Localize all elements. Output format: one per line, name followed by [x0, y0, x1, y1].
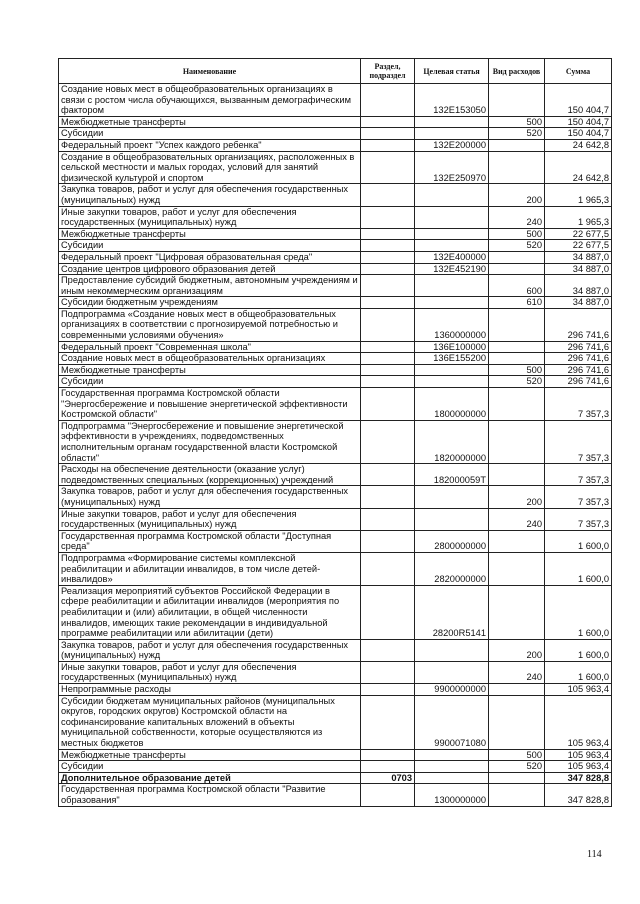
row-sum-cell: 296 741,6 — [545, 353, 612, 365]
table-row — [59, 251, 612, 263]
table-row — [59, 353, 612, 365]
row-sum-cell: 24 642,8 — [545, 151, 612, 184]
row-section-cell — [361, 240, 415, 252]
table-row — [59, 297, 612, 309]
row-expense-type-cell — [489, 684, 545, 696]
row-section-cell — [361, 151, 415, 184]
table-row — [59, 263, 612, 275]
row-target-cell: 1800000000 — [415, 388, 489, 421]
row-section-cell — [361, 263, 415, 275]
row-expense-type-cell: 500 — [489, 749, 545, 761]
row-section-cell — [361, 749, 415, 761]
row-target-cell: 136E155200 — [415, 353, 489, 365]
row-expense-type-cell — [489, 464, 545, 486]
row-target-cell: 182000059Т — [415, 464, 489, 486]
row-sum-cell: 1 965,3 — [545, 184, 612, 206]
row-name-cell: Подпрограмма «Создание новых мест в общеобразовательных организациях в соответствии с прогнозируемой потребностью и современными условиями обучения» — [59, 308, 361, 341]
row-name-cell: Создание новых мест в общеобразовательных организациях в связи с ростом числа обучающихся, вызванным демографическим фактором — [59, 84, 361, 117]
row-target-cell — [415, 116, 489, 128]
row-name-cell: Расходы на обеспечение деятельности (оказание услуг) подведомственных специальных (коррекционных) учреждений — [59, 464, 361, 486]
row-sum-cell: 34 887,0 — [545, 275, 612, 297]
row-section-cell — [361, 784, 415, 806]
row-section-cell — [361, 388, 415, 421]
table-row — [59, 206, 612, 228]
row-section-cell — [361, 275, 415, 297]
row-sum-cell: 105 963,4 — [545, 684, 612, 696]
row-sum-cell: 1 600,0 — [545, 585, 612, 639]
row-name-cell: Иные закупки товаров, работ и услуг для обеспечения государственных (муниципальных) нужд — [59, 661, 361, 683]
row-target-cell: 9900071080 — [415, 695, 489, 749]
row-name-cell: Субсидии — [59, 376, 361, 388]
table-row — [59, 585, 612, 639]
row-expense-type-cell: 200 — [489, 639, 545, 661]
row-section-cell — [361, 695, 415, 749]
row-target-cell — [415, 206, 489, 228]
row-name-cell: Создание в общеобразовательных организациях, расположенных в сельской местности и малых городах, условий для занятий физической культурой и спортом — [59, 151, 361, 184]
row-sum-cell: 105 963,4 — [545, 749, 612, 761]
row-expense-type-cell — [489, 308, 545, 341]
table-header — [59, 59, 612, 84]
row-name-cell: Межбюджетные трансферты — [59, 364, 361, 376]
row-sum-cell: 34 887,0 — [545, 251, 612, 263]
table-row — [59, 388, 612, 421]
row-target-cell — [415, 184, 489, 206]
header-target: Целевая статья — [415, 59, 489, 84]
table-row — [59, 151, 612, 184]
row-section-cell — [361, 297, 415, 309]
row-target-cell — [415, 275, 489, 297]
row-target-cell: 9900000000 — [415, 684, 489, 696]
header-expense-type: Вид расходов — [489, 59, 545, 84]
table-row — [59, 486, 612, 508]
row-name-cell: Закупка товаров, работ и услуг для обеспечения государственных (муниципальных) нужд — [59, 486, 361, 508]
row-name-cell: Субсидии — [59, 240, 361, 252]
row-expense-type-cell — [489, 552, 545, 585]
row-section-cell — [361, 684, 415, 696]
table-row — [59, 240, 612, 252]
table-body — [59, 84, 612, 807]
row-sum-cell: 22 677,5 — [545, 228, 612, 240]
row-expense-type-cell — [489, 151, 545, 184]
row-name-cell: Подпрограмма "Энергосбережение и повышение энергетической эффективности в учреждениях, подведомственных исполнительным органам государственной власти Костромской области" — [59, 420, 361, 463]
row-target-cell: 2820000000 — [415, 552, 489, 585]
page-number: 114 — [587, 849, 602, 860]
table-row — [59, 508, 612, 530]
row-sum-cell: 1 965,3 — [545, 206, 612, 228]
row-section-cell — [361, 308, 415, 341]
table-row — [59, 228, 612, 240]
row-sum-cell: 150 404,7 — [545, 84, 612, 117]
table-row — [59, 552, 612, 585]
row-name-cell: Федеральный проект "Успех каждого ребенка" — [59, 139, 361, 151]
row-target-cell: 132E400000 — [415, 251, 489, 263]
row-expense-type-cell — [489, 341, 545, 353]
row-section-cell — [361, 139, 415, 151]
row-expense-type-cell — [489, 251, 545, 263]
row-section-cell — [361, 661, 415, 683]
table-row — [59, 116, 612, 128]
row-expense-type-cell — [489, 388, 545, 421]
row-sum-cell: 7 357,3 — [545, 420, 612, 463]
row-sum-cell: 7 357,3 — [545, 508, 612, 530]
row-expense-type-cell: 240 — [489, 508, 545, 530]
row-sum-cell: 150 404,7 — [545, 128, 612, 140]
row-target-cell: 1300000000 — [415, 784, 489, 806]
row-expense-type-cell: 200 — [489, 486, 545, 508]
header-section: Раздел, подраздел — [361, 59, 415, 84]
table-row — [59, 784, 612, 806]
row-expense-type-cell — [489, 353, 545, 365]
table-row — [59, 639, 612, 661]
row-target-cell — [415, 761, 489, 773]
table-row — [59, 749, 612, 761]
row-section-cell — [361, 364, 415, 376]
row-sum-cell: 105 963,4 — [545, 695, 612, 749]
table-row — [59, 464, 612, 486]
table-row — [59, 84, 612, 117]
row-sum-cell: 7 357,3 — [545, 388, 612, 421]
row-section-cell — [361, 639, 415, 661]
row-section-cell — [361, 376, 415, 388]
row-target-cell — [415, 364, 489, 376]
row-expense-type-cell: 500 — [489, 228, 545, 240]
row-expense-type-cell — [489, 585, 545, 639]
table-row — [59, 661, 612, 683]
row-section-cell — [361, 486, 415, 508]
table-row — [59, 308, 612, 341]
row-target-cell: 2800000000 — [415, 530, 489, 552]
row-expense-type-cell — [489, 263, 545, 275]
row-target-cell: 28200R5141 — [415, 585, 489, 639]
row-expense-type-cell: 610 — [489, 297, 545, 309]
row-name-cell: Закупка товаров, работ и услуг для обеспечения государственных (муниципальных) нужд — [59, 184, 361, 206]
row-sum-cell: 24 642,8 — [545, 139, 612, 151]
row-sum-cell: 7 357,3 — [545, 486, 612, 508]
row-expense-type-cell: 240 — [489, 661, 545, 683]
row-name-cell: Иные закупки товаров, работ и услуг для обеспечения государственных (муниципальных) нужд — [59, 206, 361, 228]
row-expense-type-cell — [489, 84, 545, 117]
row-target-cell: 132E200000 — [415, 139, 489, 151]
row-sum-cell: 1 600,0 — [545, 552, 612, 585]
row-name-cell: Субсидии бюджетным учреждениям — [59, 297, 361, 309]
row-target-cell — [415, 508, 489, 530]
row-target-cell: 1820000000 — [415, 420, 489, 463]
row-name-cell: Субсидии бюджетам муниципальных районов (муниципальных округов, городских округов) Костромской области на софинансирование капитальных вложений в объекты муниципальной собственности, которые осуществляются из местных бюджетов — [59, 695, 361, 749]
row-section-cell — [361, 84, 415, 117]
header-sum: Сумма — [545, 59, 612, 84]
row-section-cell — [361, 184, 415, 206]
row-expense-type-cell — [489, 530, 545, 552]
row-expense-type-cell — [489, 772, 545, 784]
row-target-cell — [415, 240, 489, 252]
row-sum-cell: 34 887,0 — [545, 297, 612, 309]
row-name-cell: Субсидии — [59, 761, 361, 773]
row-target-cell — [415, 772, 489, 784]
row-section-cell — [361, 552, 415, 585]
row-sum-cell: 34 887,0 — [545, 263, 612, 275]
row-sum-cell: 22 677,5 — [545, 240, 612, 252]
row-section-cell — [361, 341, 415, 353]
row-name-cell: Непрограммные расходы — [59, 684, 361, 696]
row-sum-cell: 1 600,0 — [545, 639, 612, 661]
row-target-cell — [415, 376, 489, 388]
row-section-cell — [361, 464, 415, 486]
row-section-cell — [361, 353, 415, 365]
row-name-cell: Межбюджетные трансферты — [59, 749, 361, 761]
row-name-cell: Иные закупки товаров, работ и услуг для обеспечения государственных (муниципальных) нужд — [59, 508, 361, 530]
table-row — [59, 364, 612, 376]
row-target-cell — [415, 661, 489, 683]
row-name-cell: Федеральный проект "Цифровая образовательная среда" — [59, 251, 361, 263]
row-name-cell: Создание новых мест в общеобразовательных организациях — [59, 353, 361, 365]
table-row — [59, 761, 612, 773]
row-section-cell — [361, 761, 415, 773]
row-name-cell: Межбюджетные трансферты — [59, 116, 361, 128]
row-name-cell: Межбюджетные трансферты — [59, 228, 361, 240]
row-section-cell — [361, 116, 415, 128]
row-name-cell: Реализация мероприятий субъектов Российской Федерации в сфере реабилитации и абилитации инвалидов (мероприятия по реабилитации и (или) абилитации, в общей численности инвалидов, имеющих такие рекомендации в индивидуальной программе реабилитации или абилитации (дети) — [59, 585, 361, 639]
row-sum-cell: 347 828,8 — [545, 784, 612, 806]
row-expense-type-cell: 520 — [489, 761, 545, 773]
table-row — [59, 184, 612, 206]
row-expense-type-cell — [489, 139, 545, 151]
row-name-cell: Федеральный проект "Современная школа" — [59, 341, 361, 353]
row-sum-cell: 347 828,8 — [545, 772, 612, 784]
row-expense-type-cell — [489, 695, 545, 749]
row-expense-type-cell: 520 — [489, 240, 545, 252]
table-row — [59, 695, 612, 749]
row-section-cell: 0703 — [361, 772, 415, 784]
row-expense-type-cell: 520 — [489, 128, 545, 140]
row-target-cell: 132E153050 — [415, 84, 489, 117]
row-target-cell: 1360000000 — [415, 308, 489, 341]
row-name-cell: Предоставление субсидий бюджетным, автономным учреждениям и иным некоммерческим организациям — [59, 275, 361, 297]
row-target-cell — [415, 749, 489, 761]
row-sum-cell: 296 741,6 — [545, 341, 612, 353]
row-sum-cell: 1 600,0 — [545, 661, 612, 683]
row-expense-type-cell — [489, 784, 545, 806]
row-expense-type-cell: 240 — [489, 206, 545, 228]
table-row — [59, 530, 612, 552]
header-name: Наименование — [59, 59, 361, 84]
row-expense-type-cell — [489, 420, 545, 463]
row-expense-type-cell: 600 — [489, 275, 545, 297]
row-sum-cell: 296 741,6 — [545, 376, 612, 388]
row-sum-cell: 1 600,0 — [545, 530, 612, 552]
row-sum-cell: 105 963,4 — [545, 761, 612, 773]
row-name-cell: Дополнительное образование детей — [59, 772, 361, 784]
row-target-cell: 132E452190 — [415, 263, 489, 275]
table-row — [59, 376, 612, 388]
row-name-cell: Субсидии — [59, 128, 361, 140]
table-row — [59, 684, 612, 696]
table-row — [59, 341, 612, 353]
table-row — [59, 139, 612, 151]
row-expense-type-cell: 520 — [489, 376, 545, 388]
table-row — [59, 128, 612, 140]
row-expense-type-cell: 500 — [489, 116, 545, 128]
row-sum-cell: 296 741,6 — [545, 308, 612, 341]
budget-table — [58, 58, 612, 807]
row-target-cell — [415, 128, 489, 140]
row-section-cell — [361, 128, 415, 140]
row-sum-cell: 150 404,7 — [545, 116, 612, 128]
table-row — [59, 275, 612, 297]
row-section-cell — [361, 251, 415, 263]
row-target-cell: 136E100000 — [415, 341, 489, 353]
row-name-cell: Государственная программа Костромской области "Развитие образования" — [59, 784, 361, 806]
row-section-cell — [361, 228, 415, 240]
row-expense-type-cell: 200 — [489, 184, 545, 206]
table-row — [59, 772, 612, 784]
row-name-cell: Государственная программа Костромской области "Энергосбережение и повышение энергетической эффективности Костромской области" — [59, 388, 361, 421]
row-target-cell — [415, 486, 489, 508]
table-row — [59, 420, 612, 463]
row-sum-cell: 296 741,6 — [545, 364, 612, 376]
row-section-cell — [361, 585, 415, 639]
row-target-cell — [415, 228, 489, 240]
row-name-cell: Создание центров цифрового образования детей — [59, 263, 361, 275]
row-target-cell: 132E250970 — [415, 151, 489, 184]
row-target-cell — [415, 297, 489, 309]
row-section-cell — [361, 420, 415, 463]
row-section-cell — [361, 530, 415, 552]
row-name-cell: Подпрограмма «Формирование системы комплексной реабилитации и абилитации инвалидов, в том числе детей-инвалидов» — [59, 552, 361, 585]
row-expense-type-cell: 500 — [489, 364, 545, 376]
row-target-cell — [415, 639, 489, 661]
row-section-cell — [361, 508, 415, 530]
row-sum-cell: 7 357,3 — [545, 464, 612, 486]
row-section-cell — [361, 206, 415, 228]
row-name-cell: Закупка товаров, работ и услуг для обеспечения государственных (муниципальных) нужд — [59, 639, 361, 661]
row-name-cell: Государственная программа Костромской области "Доступная среда" — [59, 530, 361, 552]
